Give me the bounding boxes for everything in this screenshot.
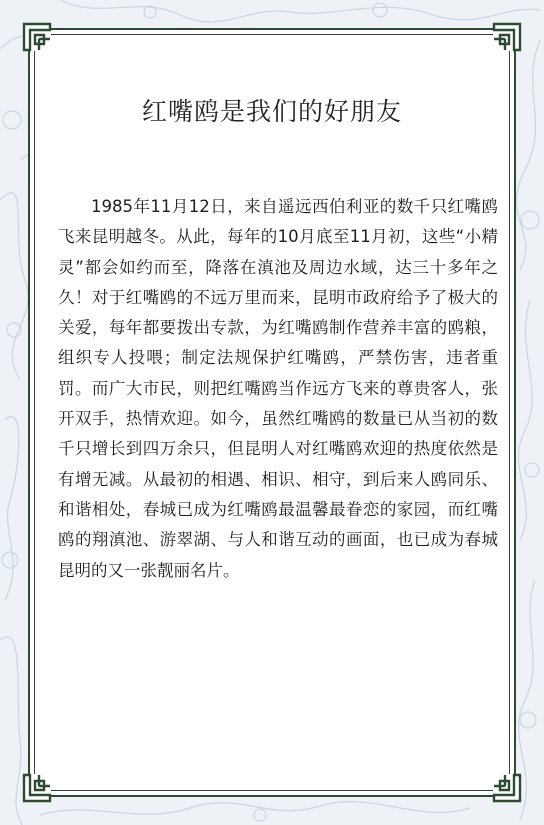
corner-ornament-bottom-left <box>22 773 52 803</box>
page-title: 红嘴鸥是我们的好朋友 <box>141 97 402 126</box>
body-paragraph: 1985年11月12日，来自遥远西伯利亚的数千只红嘴鸥飞来昆明越冬。从此，每年的10月底至11月初，这些“小精灵”都会如约而至，降落在滇池及周边水域，达三十多年之久！对于红嘴鸥的不远万里而来，昆明市政府给予了极大的关爱，每年都要拨出专款，为红嘴鸥制作营养丰富的鸥粮，组织专人投喂；制定法规保护红嘴鸥，严禁伤害，违者重罚。而广大市民，则把红嘴鸥当作远方飞来的尊贵客人，张开双手，热情欢迎。如今，虽然红嘴鸥的数量已从当初的数千只增长到四万余只，但昆明人对红嘴鸥欢迎的热度依然是有增无减。从最初的相遇、相识、相守，到后来人鸥同乐、和谐相处，春城已成为红嘴鸥最温馨最眷恋的家园，而红嘴鸥的翔滇池、游翠湖、与人和谐互动的画面，也已成为春城昆明的又一张靓丽名片。 <box>58 197 498 580</box>
corner-ornament-top-right <box>492 22 522 52</box>
corner-ornament-bottom-right <box>492 773 522 803</box>
corner-ornament-top-left <box>22 22 52 52</box>
